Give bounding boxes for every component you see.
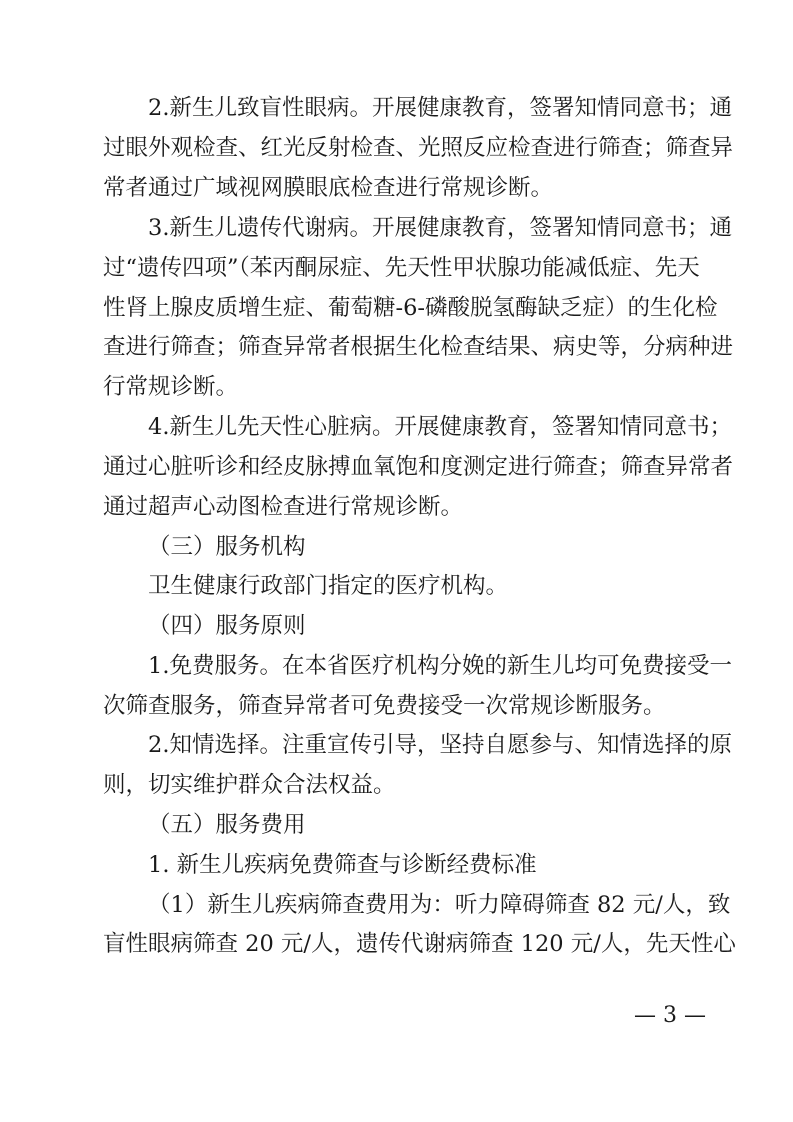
body-line: 性肾上腺皮质增生症、葡萄糖-6-磷酸脱氢酶缺乏症）的生化检 [103, 295, 718, 321]
body-line: 4.新生儿先天性心脏病。开展健康教育，签署知情同意书； [148, 414, 732, 440]
body-line: 查进行筛查；筛查异常者根据生化检查结果、病史等，分病种进 [103, 334, 734, 360]
page-number: — 3 — [634, 1003, 706, 1028]
body-line: 盲性眼病筛查 20 元/人，遗传代谢病筛查 120 元/人，先天性心 [103, 931, 736, 957]
body-line: 卫生健康行政部门指定的医疗机构。 [148, 573, 509, 599]
section-heading: （四）服务原则 [148, 613, 306, 639]
subsection-heading: 1. 新生儿疾病免费筛查与诊断经费标准 [148, 852, 537, 878]
body-line: 过“遗传四项”（苯丙酮尿症、先天性甲状腺功能减低症、先天 [103, 255, 700, 281]
body-line: 1.免费服务。在本省医疗机构分娩的新生儿均可免费接受一 [148, 653, 732, 679]
body-line: 则，切实维护群众合法权益。 [103, 772, 396, 798]
body-line: 次筛查服务，筛查异常者可免费接受一次常规诊断服务。 [103, 693, 666, 719]
body-line: 2.知情选择。注重宣传引导，坚持自愿参与、知情选择的原 [148, 732, 732, 758]
body-line: 过眼外观检查、红光反射检查、光照反应检查进行筛查；筛查异 [103, 135, 734, 161]
body-line: 通过超声心动图检查进行常规诊断。 [103, 494, 464, 520]
section-heading: （五）服务费用 [148, 812, 306, 838]
body-line: （1）新生儿疾病筛查费用为：听力障碍筛查 82 元/人，致 [148, 892, 731, 918]
body-line: 3.新生儿遗传代谢病。开展健康教育，签署知情同意书；通 [148, 215, 732, 241]
body-line: 行常规诊断。 [103, 374, 239, 400]
body-line: 通过心脏听诊和经皮脉搏血氧饱和度测定进行筛查；筛查异常者 [103, 454, 734, 480]
body-line: 常者通过广域视网膜眼底检查进行常规诊断。 [103, 175, 554, 201]
body-line: 2.新生儿致盲性眼病。开展健康教育，签署知情同意书；通 [148, 95, 732, 121]
section-heading: （三）服务机构 [148, 534, 306, 560]
